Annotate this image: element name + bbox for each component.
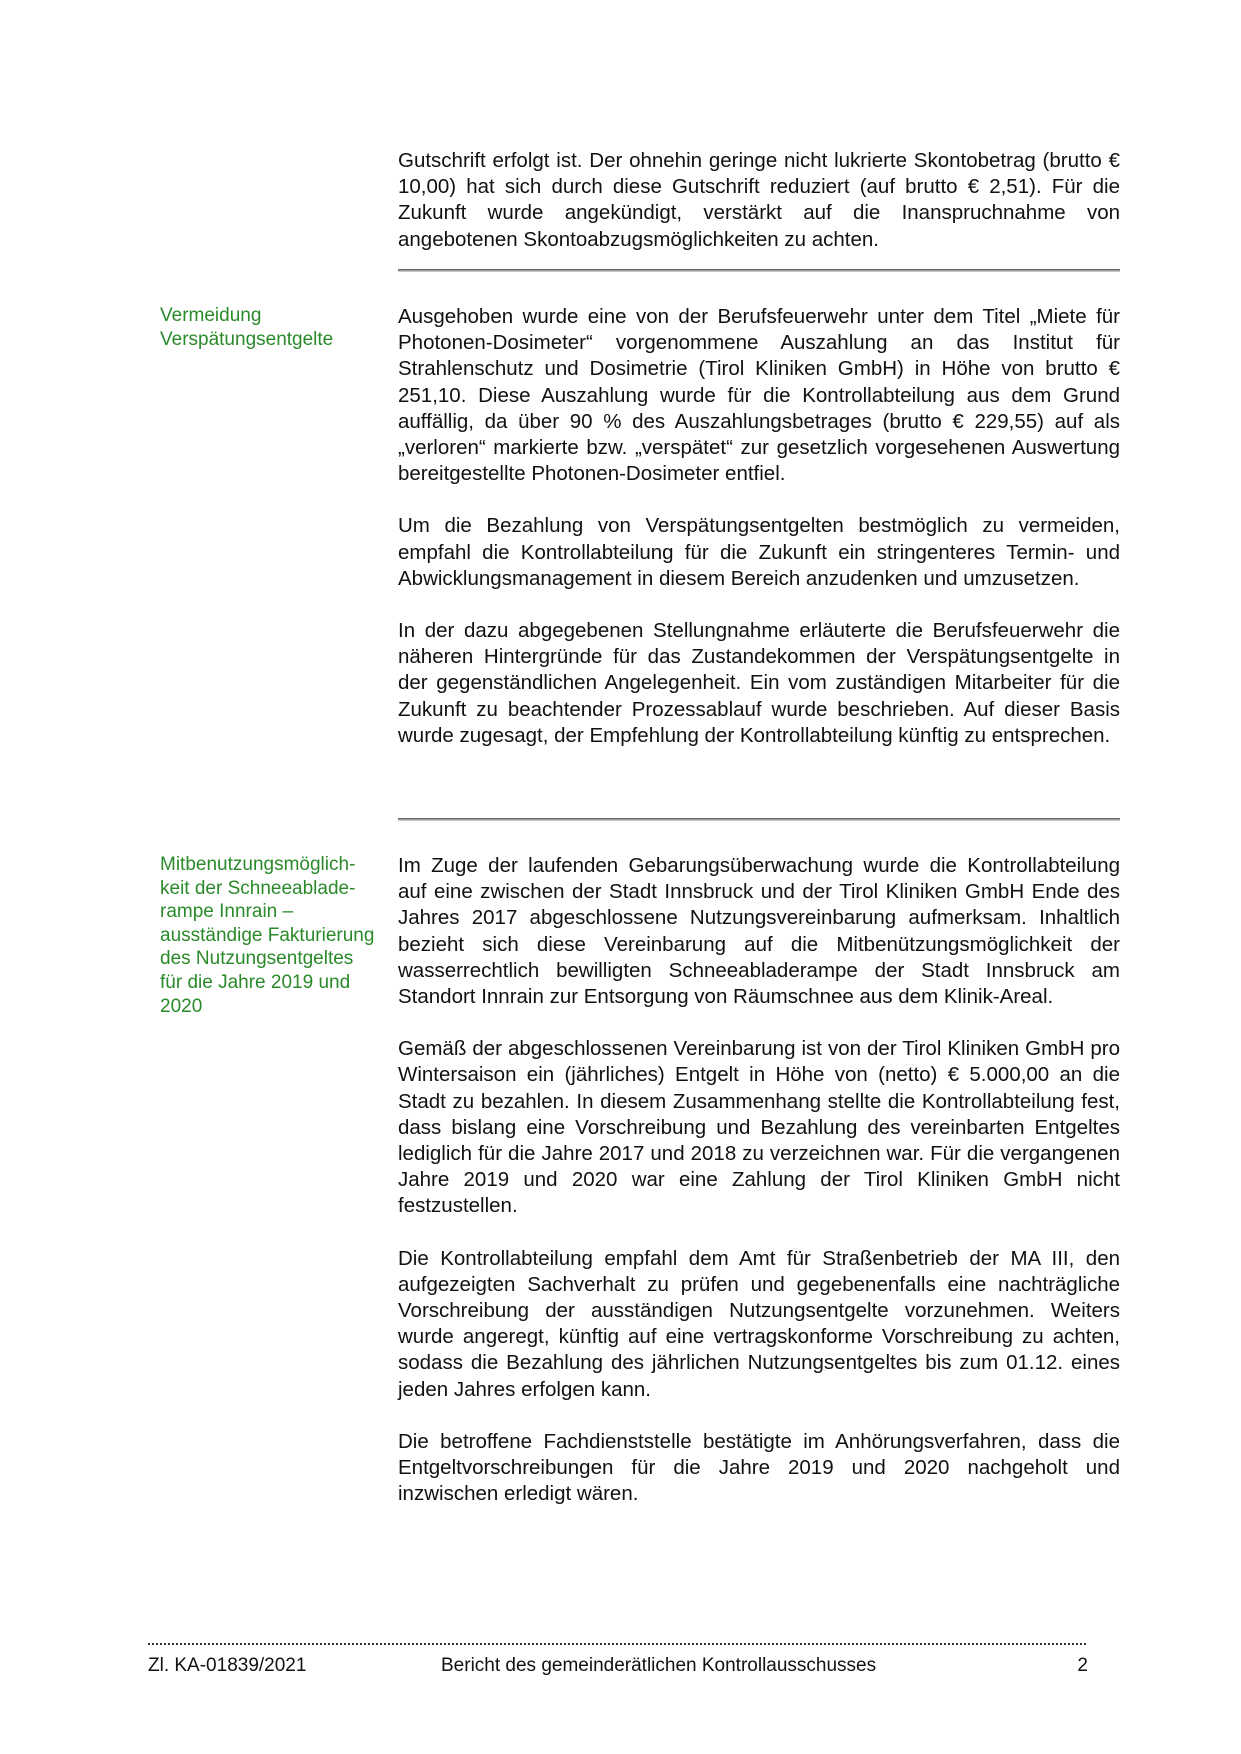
footer-dotted-rule: [148, 1643, 1086, 1645]
paragraph: Um die Bezahlung von Verspätungsentgelten bestmöglich zu vermeiden, empfahl die Kontrollabteilung für die Zukunft ein stringenteres Termin- und Abwicklungsmanagement in diesem Bereich anzudenken und umzusetzen.: [398, 514, 1120, 590]
section-body: [398, 148, 1120, 253]
side-heading: Mitbenutzungsmöglichkeit der Schneeabladerampe Innrain – ausständige Fakturierung des Nutzungsentgeltes für die Jahre 2019 und 2020: [160, 854, 375, 1017]
section-body: [398, 853, 1120, 1507]
paragraph: Ausgehoben wurde eine von der Berufsfeuerwehr unter dem Titel „Miete für Photonen-Dosimeter“ vorgenommene Auszahlung an das Institut für Strahlenschutz und Dosimetrie (Tirol Kliniken GmbH) in Höhe von brutto € 251,10. Diese Auszahlung wurde für die Kontrollabteilung aus dem Grund auffällig, da über 90 % des Auszahlungsbetrages (brutto € 229,55) auf als „verloren“ markierte bzw. „verspätet“ zur gesetzlich vorgesehenen Auswertung bereitgestellte Photonen-Dosimeter entfiel.: [398, 305, 1120, 486]
section-body: [398, 304, 1120, 749]
side-heading: Vermeidung Verspätungsentgelte: [160, 305, 334, 350]
paragraph: In der dazu abgegebenen Stellungnahme erläuterte die Berufsfeuerwehr die näheren Hintergründe für das Zustandekommen der Verspätungsentgelte in der gegenständlichen Angelegenheit. Ein vom zuständigen Mitarbeiter für die Zukunft zu beachtender Prozessablauf wurde beschrieben. Auf dieser Basis wurde zugesagt, der Empfehlung der Kontrollabteilung künftig zu entsprechen.: [398, 619, 1120, 747]
section-divider: [398, 818, 1120, 821]
paragraph: Gemäß der abgeschlossenen Vereinbarung ist von der Tirol Kliniken GmbH pro Wintersaison ein (jährliches) Entgelt in Höhe von (netto) € 5.000,00 an die Stadt zu bezahlen. In diesem Zusammenhang stellte die Kontrollabteilung fest, dass bislang eine Vorschreibung und Bezahlung des vereinbarten Entgeltes lediglich für die Jahre 2017 und 2018 zu verzeichnen war. Für die vergangenen Jahre 2019 und 2020 war eine Zahlung der Tirol Kliniken GmbH nicht festzustellen.: [398, 1037, 1120, 1218]
footer-reference: Zl. KA-01839/2021: [148, 1655, 307, 1676]
paragraph: Gutschrift erfolgt ist. Der ohnehin geringe nicht lukrierte Skontobetrag (brutto € 10,00) hat sich durch diese Gutschrift reduziert (auf brutto € 2,51). Für die Zukunft wurde angekündigt, verstärkt auf die Inanspruchnahme von angebotenen Skontoabzugsmöglichkeiten zu achten.: [398, 149, 1120, 251]
paragraph: Die betroffene Fachdienststelle bestätigte im Anhörungsverfahren, dass die Entgeltvorschreibungen für die Jahre 2019 und 2020 nachgeholt und inzwischen erledigt wären.: [398, 1429, 1120, 1506]
section-divider: [398, 269, 1120, 272]
paragraph: Die Kontrollabteilung empfahl dem Amt für Straßenbetrieb der MA III, den aufgezeigten Sachverhalt zu prüfen und gegebenenfalls eine nachträgliche Vorschreibung der ausständigen Nutzungsentgelte vorzunehmen. Weiters wurde angeregt, künftig auf eine vertragskonforme Vorschreibung zu achten, sodass die Bezahlung des jährlichen Nutzungsentgeltes bis zum 01.12. eines jeden Jahres erfolgen kann.: [398, 1246, 1120, 1401]
paragraph: Im Zuge der laufenden Gebarungsüberwachung wurde die Kontrollabteilung auf eine zwischen der Stadt Innsbruck und der Tirol Kliniken GmbH Ende des Jahres 2017 abgeschlossene Nutzungsvereinbarung aufmerksam. Inhaltlich bezieht sich diese Vereinbarung auf die Mitbenützungsmöglichkeit der wasserrechtlich bewilligten Schneeabladerampe der Stadt Innsbruck am Standort Innrain zur Entsorgung von Räumschnee aus dem Klinik-Areal.: [398, 854, 1120, 1009]
footer-title: Bericht des gemeinderätlichen Kontrollausschusses: [441, 1655, 877, 1676]
page-number: 2: [1077, 1655, 1088, 1676]
